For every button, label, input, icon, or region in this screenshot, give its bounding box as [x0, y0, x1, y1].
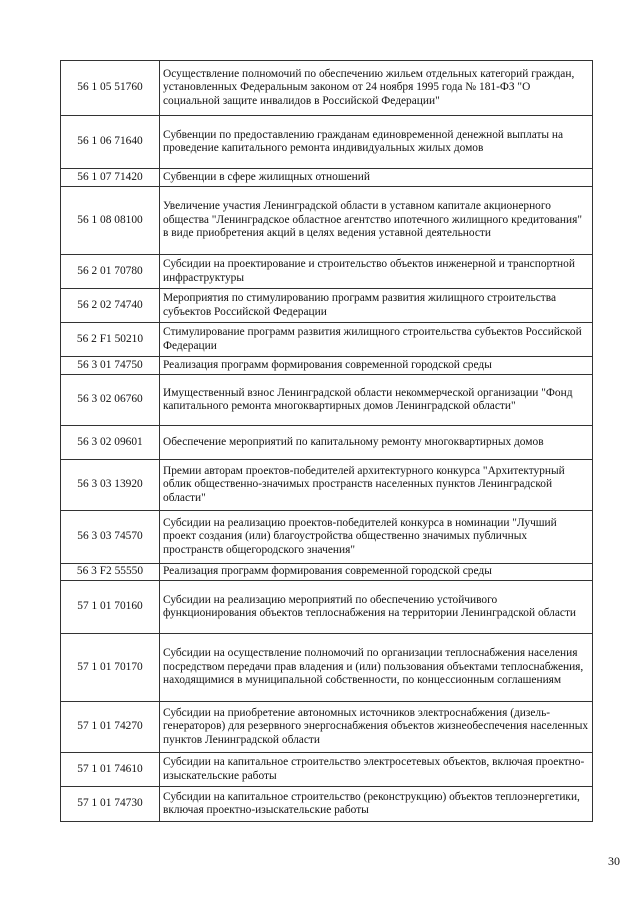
row-description: Обеспечение мероприятий по капитальному ремонту многоквартирных домов	[160, 426, 593, 460]
row-description: Увеличение участия Ленинградской области в уставном капитале акционерного общества "Ленинградское областное агентство ипотечного жилищного кредитования" в виде приобретения акций в целях ведения уставной деятельности	[160, 187, 593, 255]
table-row	[61, 187, 593, 255]
row-description: Субсидии на реализацию мероприятий по обеспечению устойчивого функционирования объектов теплоснабжения на территории Ленинградской области	[160, 581, 593, 634]
row-description: Субсидии на капитальное строительство электросетевых объектов, включая проектно-изыскательские работы	[160, 753, 593, 787]
row-code: 56 1 08 08100	[61, 187, 160, 255]
table-row	[61, 289, 593, 323]
row-code: 57 1 01 74270	[61, 702, 160, 753]
row-code: 57 1 01 74730	[61, 787, 160, 822]
row-code: 57 1 01 74610	[61, 753, 160, 787]
table-row	[61, 61, 593, 116]
table-row	[61, 460, 593, 511]
table-row	[61, 787, 593, 822]
row-description: Субсидии на осуществление полномочий по организации теплоснабжения населения посредством передачи прав владения и (или) пользования объектами теплоснабжения, находящимися в муниципальной собственности, по концессионным соглашениям	[160, 634, 593, 702]
row-description: Субвенции по предоставлению гражданам единовременной денежной выплаты на проведение капитального ремонта индивидуальных жилых домов	[160, 116, 593, 169]
row-code: 57 1 01 70160	[61, 581, 160, 634]
budget-codes-body	[61, 61, 593, 822]
row-code: 56 1 06 71640	[61, 116, 160, 169]
row-description: Субвенции в сфере жилищных отношений	[160, 169, 593, 187]
row-description: Субсидии на реализацию проектов-победителей конкурса в номинации "Лучший проект создания (или) благоустройства общественно значимых публичных пространств общегородского значения"	[160, 511, 593, 564]
table-row	[61, 426, 593, 460]
table-row	[61, 564, 593, 581]
row-code: 56 2 01 70780	[61, 255, 160, 289]
row-description: Мероприятия по стимулированию программ развития жилищного строительства субъектов Российской Федерации	[160, 289, 593, 323]
page-number: 30	[608, 854, 620, 868]
row-code: 56 1 05 51760	[61, 61, 160, 116]
row-description: Реализация программ формирования современной городской среды	[160, 357, 593, 375]
table-row	[61, 116, 593, 169]
row-code: 56 3 03 74570	[61, 511, 160, 564]
table-row	[61, 702, 593, 753]
table-row	[61, 357, 593, 375]
table-row	[61, 255, 593, 289]
row-code: 56 3 F2 55550	[61, 564, 160, 581]
row-description: Реализация программ формирования современной городской среды	[160, 564, 593, 581]
row-description: Имущественный взнос Ленинградской области некоммерческой организации "Фонд капитального ремонта многоквартирных домов Ленинградской области"	[160, 375, 593, 426]
table-row	[61, 169, 593, 187]
table-row	[61, 375, 593, 426]
table-row	[61, 581, 593, 634]
table-row	[61, 511, 593, 564]
table-row	[61, 753, 593, 787]
table-row	[61, 323, 593, 357]
table-row	[61, 634, 593, 702]
row-description: Субсидии на приобретение автономных источников электроснабжения (дизель-генераторов) для резервного энергоснабжения объектов жизнеобеспечения населенных пунктов Ленинградской области	[160, 702, 593, 753]
row-description: Субсидии на проектирование и строительство объектов инженерной и транспортной инфраструктуры	[160, 255, 593, 289]
row-code: 57 1 01 70170	[61, 634, 160, 702]
row-code: 56 3 02 06760	[61, 375, 160, 426]
row-description: Премии авторам проектов-победителей архитектурного конкурса "Архитектурный облик общественно-значимых пространств населенных пунктов Ленинградской области"	[160, 460, 593, 511]
budget-codes-table	[60, 60, 593, 822]
row-description: Субсидии на капитальное строительство (реконструкцию) объектов теплоэнергетики, включая проектно-изыскательские работы	[160, 787, 593, 822]
row-description: Стимулирование программ развития жилищного строительства субъектов Российской Федерации	[160, 323, 593, 357]
row-code: 56 1 07 71420	[61, 169, 160, 187]
row-code: 56 2 02 74740	[61, 289, 160, 323]
row-description: Осуществление полномочий по обеспечению жильем отдельных категорий граждан, установленных Федеральным законом от 24 ноября 1995 года № 181-ФЗ "О социальной защите инвалидов в Российской Федерации"	[160, 61, 593, 116]
row-code: 56 3 02 09601	[61, 426, 160, 460]
row-code: 56 2 F1 50210	[61, 323, 160, 357]
row-code: 56 3 03 13920	[61, 460, 160, 511]
row-code: 56 3 01 74750	[61, 357, 160, 375]
